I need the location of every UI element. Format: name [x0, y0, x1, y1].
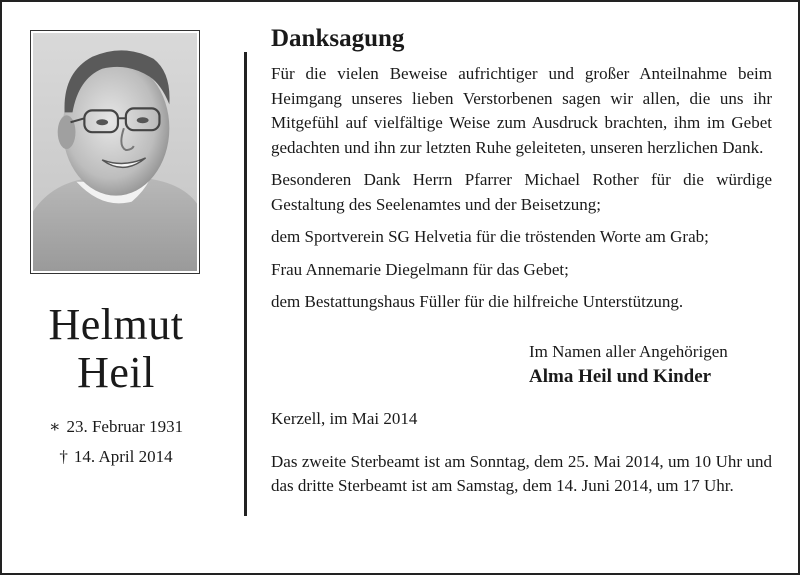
death-date-line — [14, 447, 218, 467]
thanks-line-sportverein: dem Sportverein SG Helvetia für die tröstenden Worte am Grab; — [271, 227, 709, 246]
birth-asterisk-icon: ∗ — [48, 417, 61, 436]
portrait-photo-icon — [33, 33, 197, 271]
birth-date: 23. Februar 1931 — [66, 417, 184, 436]
portrait-photo — [30, 30, 200, 274]
deceased-first-name: Helmut — [48, 300, 184, 349]
thanks-line-bestattungshaus: dem Bestattungshaus Füller für die hilfreiche Unterstützung. — [271, 292, 684, 311]
signature-block — [271, 341, 772, 391]
thanks-line-gebet: Frau Annemarie Diegelmann für das Gebet; — [271, 259, 569, 279]
vertical-divider — [244, 52, 247, 516]
thanks-paragraph-2: Besonderen Dank Herrn Pfarrer Michael Rother für die würdige Gestaltung des Seelenamtes und der Beisetzung; — [271, 170, 772, 214]
signature-names: Alma Heil und Kinder — [529, 365, 712, 387]
deceased-last-name: Heil — [77, 348, 155, 397]
thanks-paragraph-1: Für die vielen Beweise aufrichtiger und großer Anteilnahme beim Heimgang unseres lieben Verstorbenen sagen wir allen, die uns ihr Mitgefühl auf vielfältige Weise zum Ausdruck brachten, ihm im Gebet gedachten und ihn zur letzten Ruhe geleiteten, unseren herzlichen Dank. — [271, 64, 772, 157]
death-cross-icon: † — [59, 447, 68, 466]
signature-intro: Im Namen aller Angehörigen — [529, 341, 728, 361]
death-date: 14. April 2014 — [73, 447, 173, 466]
heading-danksagung: Danksagung — [271, 25, 405, 52]
thanks-text-column — [271, 24, 772, 499]
place-and-date: Kerzell, im Mai 2014 — [271, 408, 418, 428]
memorial-mass-notice: Das zweite Sterbeamt ist am Sonntag, dem 25. Mai 2014, um 10 Uhr und das dritte Sterbeamt ist am Samstag, dem 14. Juni 2014, um 17 Uhr. — [271, 451, 772, 495]
birth-date-line — [14, 417, 218, 437]
